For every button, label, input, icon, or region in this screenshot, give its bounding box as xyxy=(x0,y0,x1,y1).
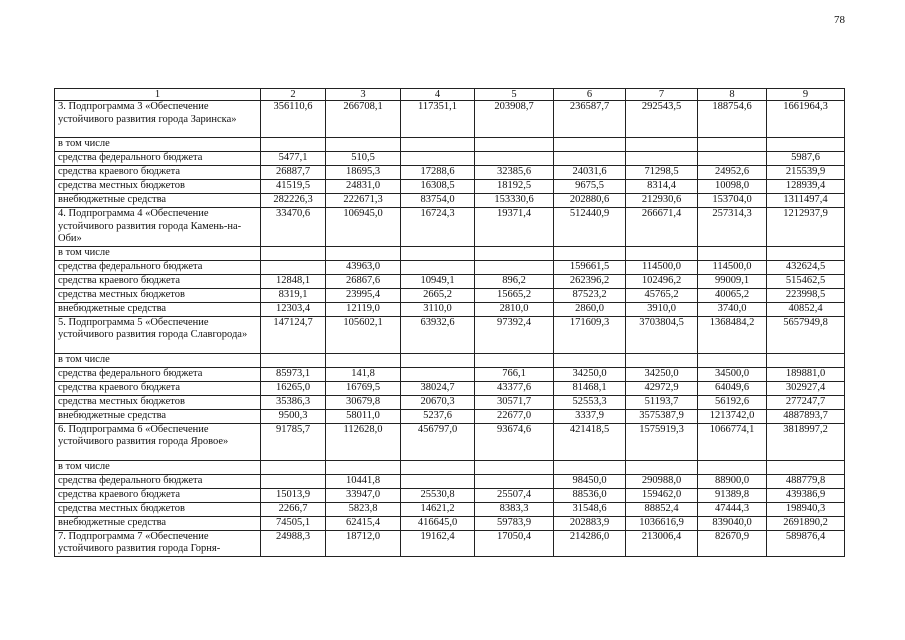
cell-value: 215539,9 xyxy=(767,166,845,180)
cell-value: 153330,6 xyxy=(475,194,554,208)
cell-value xyxy=(261,353,326,367)
cell-value xyxy=(475,460,554,474)
cell-value: 24031,6 xyxy=(554,166,626,180)
cell-value: 510,5 xyxy=(326,152,401,166)
cell-value xyxy=(698,460,767,474)
cell-value: 302927,4 xyxy=(767,381,845,395)
cell-value: 213006,4 xyxy=(626,530,698,556)
cell-value: 26867,6 xyxy=(326,274,401,288)
cell-value: 10441,8 xyxy=(326,474,401,488)
cell-value: 10098,0 xyxy=(698,180,767,194)
cell-value xyxy=(626,353,698,367)
cell-value: 1213742,0 xyxy=(698,409,767,423)
cell-value: 2860,0 xyxy=(554,302,626,316)
row-label: в том числе xyxy=(55,460,261,474)
row-label: средства федерального бюджета xyxy=(55,367,261,381)
cell-value: 105602,1 xyxy=(326,316,401,353)
row-label: средства местных бюджетов xyxy=(55,288,261,302)
cell-value: 159462,0 xyxy=(626,488,698,502)
column-header: 5 xyxy=(475,89,554,101)
cell-value xyxy=(698,138,767,152)
table-row xyxy=(55,460,845,474)
table-row xyxy=(55,152,845,166)
cell-value: 98450,0 xyxy=(554,474,626,488)
table-row xyxy=(55,246,845,260)
cell-value: 488779,8 xyxy=(767,474,845,488)
cell-value: 40065,2 xyxy=(698,288,767,302)
row-label: средства федерального бюджета xyxy=(55,474,261,488)
cell-value xyxy=(261,246,326,260)
row-label: внебюджетные средства xyxy=(55,516,261,530)
cell-value: 16265,0 xyxy=(261,381,326,395)
cell-value: 1661964,3 xyxy=(767,101,845,138)
table-row xyxy=(55,260,845,274)
cell-value xyxy=(767,353,845,367)
row-label: в том числе xyxy=(55,353,261,367)
row-label: 6. Подпрограмма 6 «Обеспечение устойчивого развития города Яровое» xyxy=(55,423,261,460)
cell-value: 71298,5 xyxy=(626,166,698,180)
cell-value: 223998,5 xyxy=(767,288,845,302)
row-label: 3. Подпрограмма 3 «Обеспечение устойчивого развития города Заринска» xyxy=(55,101,261,138)
table-row xyxy=(55,395,845,409)
cell-value: 41519,5 xyxy=(261,180,326,194)
cell-value xyxy=(626,246,698,260)
cell-value: 159661,5 xyxy=(554,260,626,274)
cell-value: 277247,7 xyxy=(767,395,845,409)
cell-value xyxy=(626,152,698,166)
cell-value xyxy=(401,474,475,488)
cell-value: 114500,0 xyxy=(626,260,698,274)
cell-value: 896,2 xyxy=(475,274,554,288)
cell-value xyxy=(475,260,554,274)
cell-value xyxy=(401,460,475,474)
cell-value xyxy=(475,246,554,260)
cell-value: 257314,3 xyxy=(698,208,767,247)
cell-value: 59783,9 xyxy=(475,516,554,530)
cell-value: 128939,4 xyxy=(767,180,845,194)
cell-value: 30679,8 xyxy=(326,395,401,409)
cell-value xyxy=(261,260,326,274)
cell-value: 1311497,4 xyxy=(767,194,845,208)
cell-value: 38024,7 xyxy=(401,381,475,395)
column-header: 6 xyxy=(554,89,626,101)
cell-value xyxy=(698,152,767,166)
table-row xyxy=(55,530,845,556)
cell-value: 43377,6 xyxy=(475,381,554,395)
cell-value: 88536,0 xyxy=(554,488,626,502)
row-label: 4. Подпрограмма 4 «Обеспечение устойчивого развития города Камень-на-Оби» xyxy=(55,208,261,247)
cell-value: 34250,0 xyxy=(626,367,698,381)
cell-value: 432624,5 xyxy=(767,260,845,274)
cell-value: 62415,4 xyxy=(326,516,401,530)
cell-value: 2266,7 xyxy=(261,502,326,516)
cell-value: 236587,7 xyxy=(554,101,626,138)
cell-value xyxy=(401,152,475,166)
row-label: внебюджетные средства xyxy=(55,409,261,423)
cell-value: 52553,3 xyxy=(554,395,626,409)
cell-value: 202883,9 xyxy=(554,516,626,530)
row-label: средства местных бюджетов xyxy=(55,180,261,194)
cell-value: 189881,0 xyxy=(767,367,845,381)
cell-value: 290988,0 xyxy=(626,474,698,488)
row-label: внебюджетные средства xyxy=(55,302,261,316)
cell-value: 88900,0 xyxy=(698,474,767,488)
cell-value: 15665,2 xyxy=(475,288,554,302)
row-label: средства краевого бюджета xyxy=(55,166,261,180)
table-row xyxy=(55,138,845,152)
cell-value xyxy=(261,474,326,488)
cell-value xyxy=(554,460,626,474)
cell-value: 15013,9 xyxy=(261,488,326,502)
column-header: 3 xyxy=(326,89,401,101)
row-label: средства федерального бюджета xyxy=(55,260,261,274)
cell-value: 24952,6 xyxy=(698,166,767,180)
cell-value xyxy=(698,246,767,260)
cell-value: 18712,0 xyxy=(326,530,401,556)
cell-value: 589876,4 xyxy=(767,530,845,556)
column-header: 1 xyxy=(55,89,261,101)
cell-value: 8319,1 xyxy=(261,288,326,302)
cell-value: 81468,1 xyxy=(554,381,626,395)
table-row xyxy=(55,367,845,381)
column-header: 8 xyxy=(698,89,767,101)
cell-value: 112628,0 xyxy=(326,423,401,460)
cell-value: 18695,3 xyxy=(326,166,401,180)
table-row xyxy=(55,194,845,208)
cell-value: 42972,9 xyxy=(626,381,698,395)
cell-value: 33470,6 xyxy=(261,208,326,247)
cell-value: 8314,4 xyxy=(626,180,698,194)
cell-value: 33947,0 xyxy=(326,488,401,502)
cell-value: 5477,1 xyxy=(261,152,326,166)
cell-value: 16769,5 xyxy=(326,381,401,395)
cell-value: 87523,2 xyxy=(554,288,626,302)
cell-value xyxy=(326,138,401,152)
cell-value: 1036616,9 xyxy=(626,516,698,530)
cell-value: 3575387,9 xyxy=(626,409,698,423)
cell-value: 3740,0 xyxy=(698,302,767,316)
cell-value: 2665,2 xyxy=(401,288,475,302)
cell-value: 31548,6 xyxy=(554,502,626,516)
cell-value: 45765,2 xyxy=(626,288,698,302)
cell-value: 282226,3 xyxy=(261,194,326,208)
cell-value: 43963,0 xyxy=(326,260,401,274)
cell-value xyxy=(401,246,475,260)
cell-value xyxy=(554,246,626,260)
cell-value: 25530,8 xyxy=(401,488,475,502)
cell-value: 5237,6 xyxy=(401,409,475,423)
row-label: средства краевого бюджета xyxy=(55,381,261,395)
page-number: 78 xyxy=(834,14,845,26)
table-row xyxy=(55,166,845,180)
cell-value: 212930,6 xyxy=(626,194,698,208)
cell-value: 85973,1 xyxy=(261,367,326,381)
cell-value xyxy=(767,246,845,260)
cell-value: 117351,1 xyxy=(401,101,475,138)
cell-value: 292543,5 xyxy=(626,101,698,138)
cell-value: 17050,4 xyxy=(475,530,554,556)
cell-value: 222671,3 xyxy=(326,194,401,208)
cell-value: 97392,4 xyxy=(475,316,554,353)
table-row xyxy=(55,516,845,530)
cell-value: 12303,4 xyxy=(261,302,326,316)
cell-value: 456797,0 xyxy=(401,423,475,460)
cell-value xyxy=(626,460,698,474)
cell-value: 9675,5 xyxy=(554,180,626,194)
row-label: в том числе xyxy=(55,138,261,152)
cell-value: 1066774,1 xyxy=(698,423,767,460)
cell-value: 82670,9 xyxy=(698,530,767,556)
cell-value: 16308,5 xyxy=(401,180,475,194)
cell-value: 839040,0 xyxy=(698,516,767,530)
cell-value: 24988,3 xyxy=(261,530,326,556)
cell-value xyxy=(326,353,401,367)
cell-value xyxy=(401,353,475,367)
cell-value: 24831,0 xyxy=(326,180,401,194)
cell-value: 5987,6 xyxy=(767,152,845,166)
table-row xyxy=(55,302,845,316)
table-row xyxy=(55,488,845,502)
table-row xyxy=(55,101,845,138)
cell-value: 34250,0 xyxy=(554,367,626,381)
cell-value: 439386,9 xyxy=(767,488,845,502)
cell-value: 58011,0 xyxy=(326,409,401,423)
cell-value: 17288,6 xyxy=(401,166,475,180)
cell-value: 83754,0 xyxy=(401,194,475,208)
cell-value: 202880,6 xyxy=(554,194,626,208)
cell-value: 99009,1 xyxy=(698,274,767,288)
table-row xyxy=(55,353,845,367)
cell-value: 214286,0 xyxy=(554,530,626,556)
cell-value: 8383,3 xyxy=(475,502,554,516)
cell-value: 188754,6 xyxy=(698,101,767,138)
cell-value: 1212937,9 xyxy=(767,208,845,247)
cell-value: 51193,7 xyxy=(626,395,698,409)
cell-value xyxy=(326,460,401,474)
cell-value: 74505,1 xyxy=(261,516,326,530)
cell-value: 91785,7 xyxy=(261,423,326,460)
cell-value: 141,8 xyxy=(326,367,401,381)
cell-value: 12119,0 xyxy=(326,302,401,316)
cell-value: 3910,0 xyxy=(626,302,698,316)
cell-value xyxy=(475,353,554,367)
cell-value: 416645,0 xyxy=(401,516,475,530)
cell-value: 19162,4 xyxy=(401,530,475,556)
cell-value: 34500,0 xyxy=(698,367,767,381)
cell-value: 16724,3 xyxy=(401,208,475,247)
cell-value: 3818997,2 xyxy=(767,423,845,460)
table-row xyxy=(55,288,845,302)
cell-value: 25507,4 xyxy=(475,488,554,502)
cell-value: 102496,2 xyxy=(626,274,698,288)
cell-value: 1368484,2 xyxy=(698,316,767,353)
row-label: в том числе xyxy=(55,246,261,260)
cell-value: 203908,7 xyxy=(475,101,554,138)
cell-value xyxy=(767,460,845,474)
row-label: средства краевого бюджета xyxy=(55,274,261,288)
cell-value: 19371,4 xyxy=(475,208,554,247)
row-label: средства федерального бюджета xyxy=(55,152,261,166)
column-header: 7 xyxy=(626,89,698,101)
cell-value: 22677,0 xyxy=(475,409,554,423)
cell-value: 4887893,7 xyxy=(767,409,845,423)
cell-value: 266708,1 xyxy=(326,101,401,138)
cell-value: 32385,6 xyxy=(475,166,554,180)
row-label: средства местных бюджетов xyxy=(55,395,261,409)
table-row xyxy=(55,274,845,288)
cell-value xyxy=(401,138,475,152)
cell-value: 20670,3 xyxy=(401,395,475,409)
cell-value: 63932,6 xyxy=(401,316,475,353)
cell-value: 93674,6 xyxy=(475,423,554,460)
cell-value: 106945,0 xyxy=(326,208,401,247)
cell-value: 2691890,2 xyxy=(767,516,845,530)
cell-value: 147124,7 xyxy=(261,316,326,353)
row-label: средства местных бюджетов xyxy=(55,502,261,516)
cell-value xyxy=(475,474,554,488)
cell-value: 10949,1 xyxy=(401,274,475,288)
cell-value xyxy=(698,353,767,367)
cell-value xyxy=(326,246,401,260)
cell-value xyxy=(261,460,326,474)
cell-value xyxy=(767,138,845,152)
cell-value xyxy=(475,138,554,152)
cell-value: 23995,4 xyxy=(326,288,401,302)
table-row xyxy=(55,180,845,194)
cell-value: 56192,6 xyxy=(698,395,767,409)
cell-value: 26887,7 xyxy=(261,166,326,180)
column-header: 9 xyxy=(767,89,845,101)
cell-value xyxy=(475,152,554,166)
cell-value xyxy=(554,353,626,367)
table-row xyxy=(55,502,845,516)
cell-value: 5657949,8 xyxy=(767,316,845,353)
table-row xyxy=(55,381,845,395)
cell-value: 356110,6 xyxy=(261,101,326,138)
table-row xyxy=(55,208,845,247)
cell-value: 88852,4 xyxy=(626,502,698,516)
cell-value xyxy=(554,152,626,166)
table-row xyxy=(55,423,845,460)
row-label: средства краевого бюджета xyxy=(55,488,261,502)
cell-value: 3110,0 xyxy=(401,302,475,316)
cell-value: 262396,2 xyxy=(554,274,626,288)
column-header: 4 xyxy=(401,89,475,101)
budget-table xyxy=(54,88,845,557)
cell-value: 40852,4 xyxy=(767,302,845,316)
cell-value: 14621,2 xyxy=(401,502,475,516)
cell-value xyxy=(401,260,475,274)
cell-value: 1575919,3 xyxy=(626,423,698,460)
cell-value: 64049,6 xyxy=(698,381,767,395)
cell-value: 47444,3 xyxy=(698,502,767,516)
cell-value: 18192,5 xyxy=(475,180,554,194)
row-label: 7. Подпрограмма 7 «Обеспечение устойчивого развития города Горня- xyxy=(55,530,261,556)
cell-value: 9500,3 xyxy=(261,409,326,423)
row-label: 5. Подпрограмма 5 «Обеспечение устойчивого развития города Славгорода» xyxy=(55,316,261,353)
column-header: 2 xyxy=(261,89,326,101)
cell-value: 2810,0 xyxy=(475,302,554,316)
table-row xyxy=(55,474,845,488)
cell-value: 30571,7 xyxy=(475,395,554,409)
table-header-row xyxy=(55,89,845,101)
cell-value: 421418,5 xyxy=(554,423,626,460)
row-label: внебюджетные средства xyxy=(55,194,261,208)
cell-value: 153704,0 xyxy=(698,194,767,208)
cell-value: 766,1 xyxy=(475,367,554,381)
cell-value: 12848,1 xyxy=(261,274,326,288)
cell-value: 512440,9 xyxy=(554,208,626,247)
cell-value: 3703804,5 xyxy=(626,316,698,353)
cell-value: 171609,3 xyxy=(554,316,626,353)
cell-value xyxy=(626,138,698,152)
cell-value xyxy=(261,138,326,152)
cell-value xyxy=(554,138,626,152)
cell-value: 3337,9 xyxy=(554,409,626,423)
table-row xyxy=(55,316,845,353)
cell-value: 5823,8 xyxy=(326,502,401,516)
cell-value: 35386,3 xyxy=(261,395,326,409)
cell-value: 114500,0 xyxy=(698,260,767,274)
cell-value: 91389,8 xyxy=(698,488,767,502)
cell-value: 515462,5 xyxy=(767,274,845,288)
cell-value xyxy=(401,367,475,381)
table-row xyxy=(55,409,845,423)
cell-value: 198940,3 xyxy=(767,502,845,516)
cell-value: 266671,4 xyxy=(626,208,698,247)
